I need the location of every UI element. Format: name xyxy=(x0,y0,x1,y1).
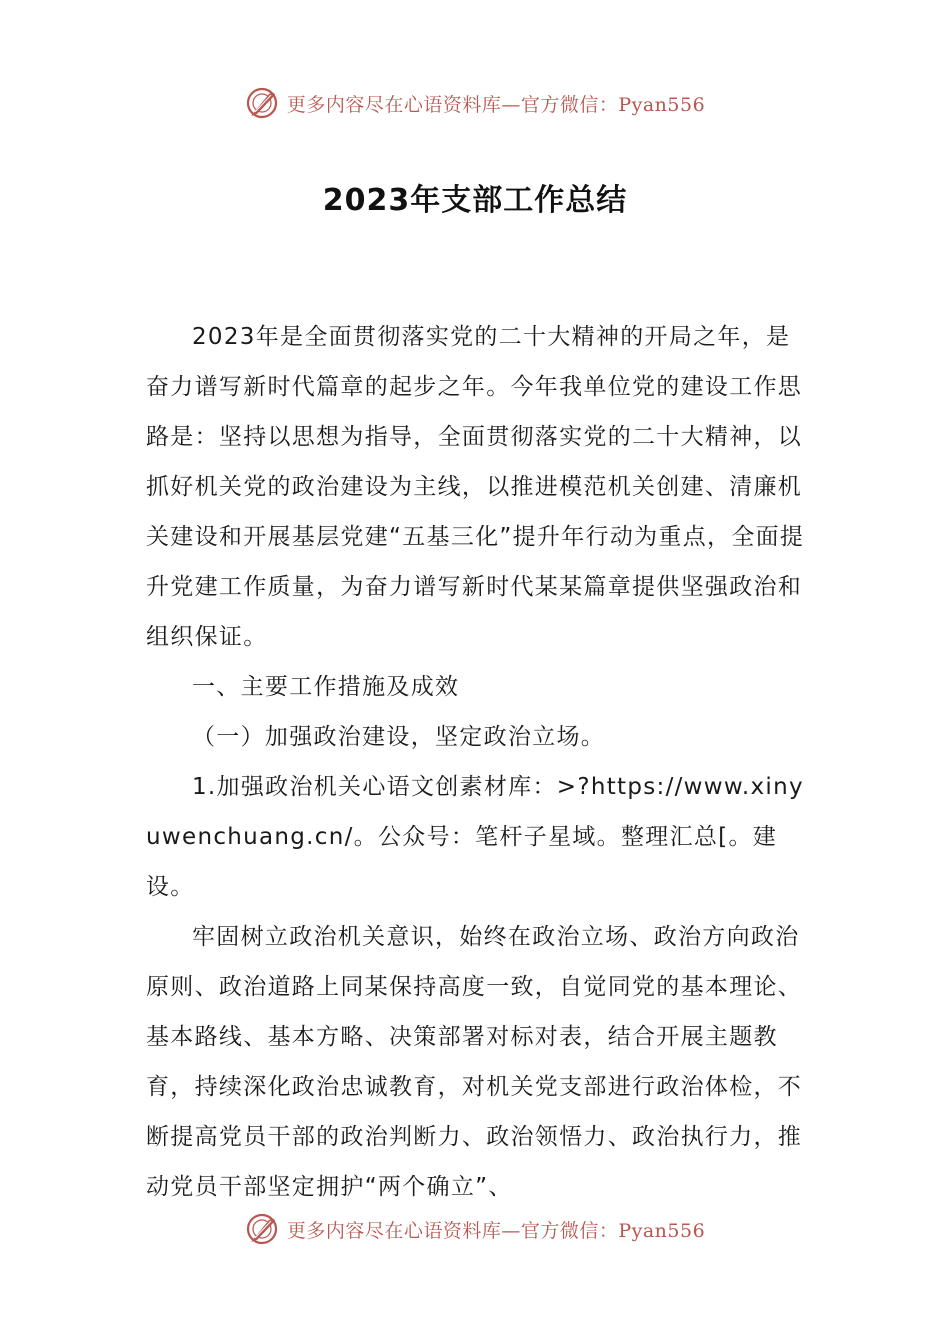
intro-paragraph: 2023年是全面贯彻落实党的二十大精神的开局之年，是奋力谱写新时代篇章的起步之年。今年我单位党的建设工作思路是：坚持以思想为指导，全面贯彻落实党的二十大精神，以抓好机关党的政治建设为主线，以推进模范机关创建、清廉机关建设和开展基层党建“五基三化”提升年行动为重点，全面提升党建工作质量，为奋力谱写新时代某某篇章提供坚强政治和组织保证。 xyxy=(146,324,805,650)
quill-seal-icon xyxy=(245,86,279,120)
quill-seal-icon xyxy=(245,1212,279,1246)
watermark-text: 更多内容尽在心语资料库—官方微信：Pyan556 xyxy=(286,93,706,116)
footer-watermark xyxy=(0,1209,950,1249)
document-title: 2023年支部工作总结 xyxy=(322,183,628,218)
subsection-heading: （一）加强政治建设，坚定政治立场。 xyxy=(192,724,606,750)
document-body xyxy=(146,312,806,1212)
watermark-text: 更多内容尽在心语资料库—官方微信：Pyan556 xyxy=(286,1219,706,1242)
item-heading: 1.加强政治机关心语文创素材库：>?https://www.xinyuwenchuang.cn/。公众号：笔杆子星域。整理汇总[。建设。 xyxy=(146,774,804,900)
header-watermark xyxy=(0,83,950,123)
body-paragraph: 牢固树立政治机关意识，始终在政治立场、政治方向政治原则、政治道路上同某保持高度一致，自觉同党的基本理论、基本路线、基本方略、决策部署对标对表，结合开展主题教育，持续深化政治忠诚教育，对机关党支部进行政治体检，不断提高党员干部的政治判断力、政治领悟力、政治执行力，推动党员干部坚定拥护“两个确立”、 xyxy=(146,924,803,1200)
section-heading: 一、主要工作措施及成效 xyxy=(192,674,460,700)
